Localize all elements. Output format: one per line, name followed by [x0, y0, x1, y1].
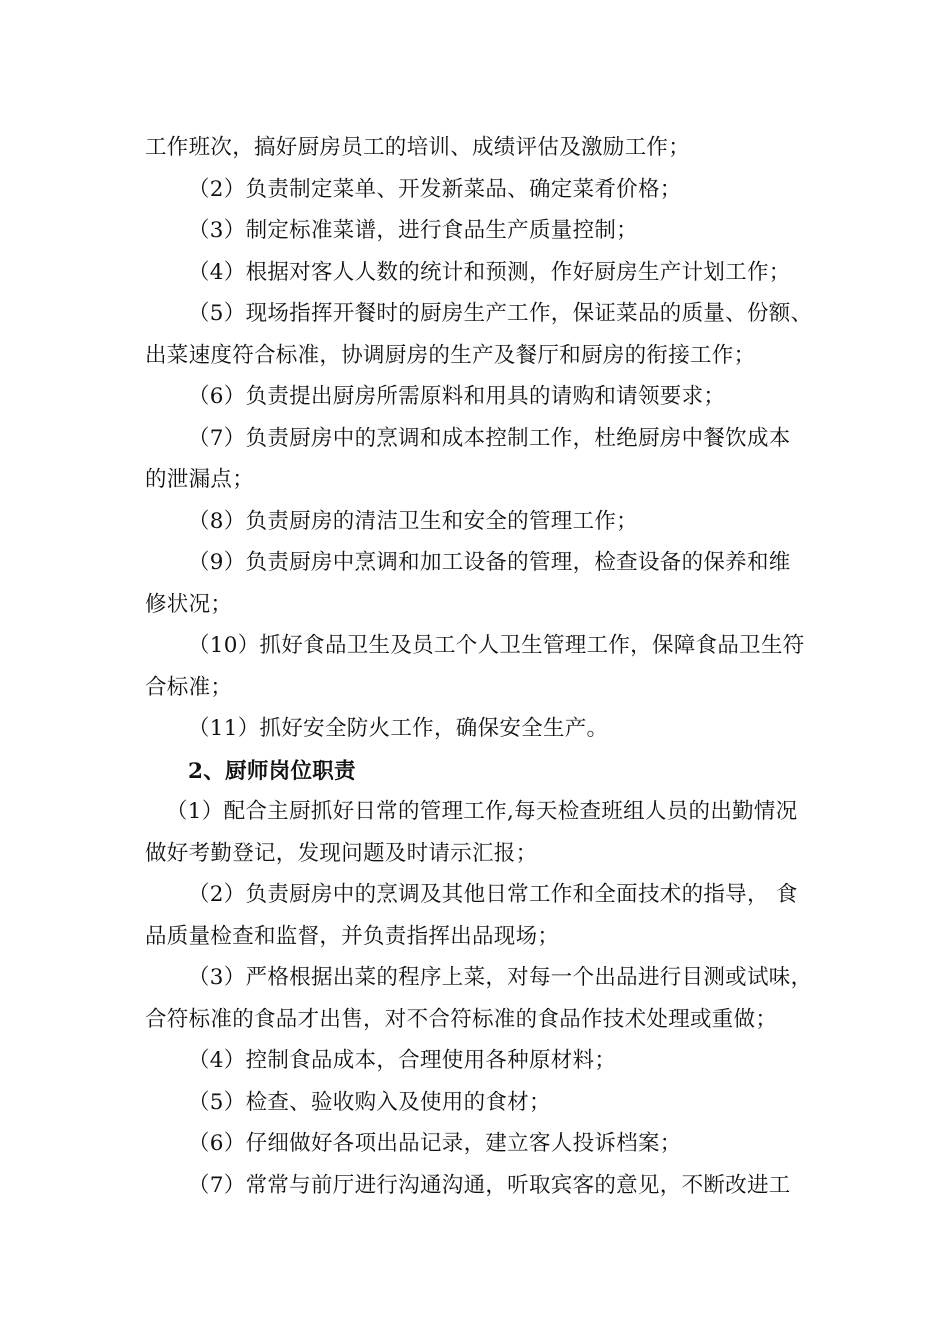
text-line: 出菜速度符合标准，协调厨房的生产及餐厅和厨房的衔接工作；	[145, 343, 756, 368]
text-line: （3）严格根据出菜的程序上菜，对每一个出品进行目测或试味，	[188, 965, 813, 990]
text-line: （2）负责制定菜单、开发新菜品、确定菜肴价格；	[188, 177, 682, 202]
text-line: （9）负责厨房中烹调和加工设备的管理，检查设备的保养和维	[188, 550, 791, 575]
text-line: 品质量检查和监督，并负责指挥出品现场；	[145, 924, 560, 949]
text-line: （3）制定标准菜谱，进行食品生产质量控制；	[188, 218, 638, 243]
text-line: （7）常常与前厅进行沟通沟通，听取宾客的意见，不断改进工	[188, 1173, 791, 1198]
text-line: 合标准；	[145, 675, 233, 700]
text-line: （4）控制食品成本，合理使用各种原材料；	[188, 1048, 617, 1073]
text-line: 工作班次，搞好厨房员工的培训、成绩评估及激励工作；	[145, 135, 691, 160]
text-line: （6）负责提出厨房所需原料和用具的请购和请领要求；	[188, 384, 726, 409]
text-line: （5）现场指挥开餐时的厨房生产工作，保证菜品的质量、份额、	[188, 301, 813, 326]
text-line: 的泄漏点；	[145, 467, 255, 492]
text-line: （2）负责厨房中的烹调及其他日常工作和全面技术的指导， 食	[188, 882, 798, 907]
text-line: 修状况；	[145, 592, 233, 617]
section-heading: 2、厨师岗位职责	[188, 759, 356, 784]
text-line: （6）仔细做好各项出品记录，建立客人投诉档案；	[188, 1131, 682, 1156]
text-line: （5）检查、验收购入及使用的食材；	[188, 1090, 551, 1115]
text-line: （7）负责厨房中的烹调和成本控制工作，杜绝厨房中餐饮成本	[188, 426, 791, 451]
text-line: （10）抓好食品卫生及员工个人卫生管理工作，保障食品卫生符	[188, 633, 805, 658]
text-line: 合符标准的食品才出售，对不合符标准的食品作技术处理或重做；	[145, 1007, 778, 1032]
text-line: （8）负责厨房的清洁卫生和安全的管理工作；	[188, 509, 638, 534]
text-line: （11）抓好安全防火工作，确保安全生产。	[188, 716, 609, 741]
text-line: 做好考勤登记，发现问题及时请示汇报；	[145, 841, 538, 866]
text-line: （4）根据对客人人数的统计和预测，作好厨房生产计划工作；	[188, 260, 791, 285]
text-line: （1）配合主厨抓好日常的管理工作,每天检查班组人员的出勤情况	[166, 799, 798, 824]
